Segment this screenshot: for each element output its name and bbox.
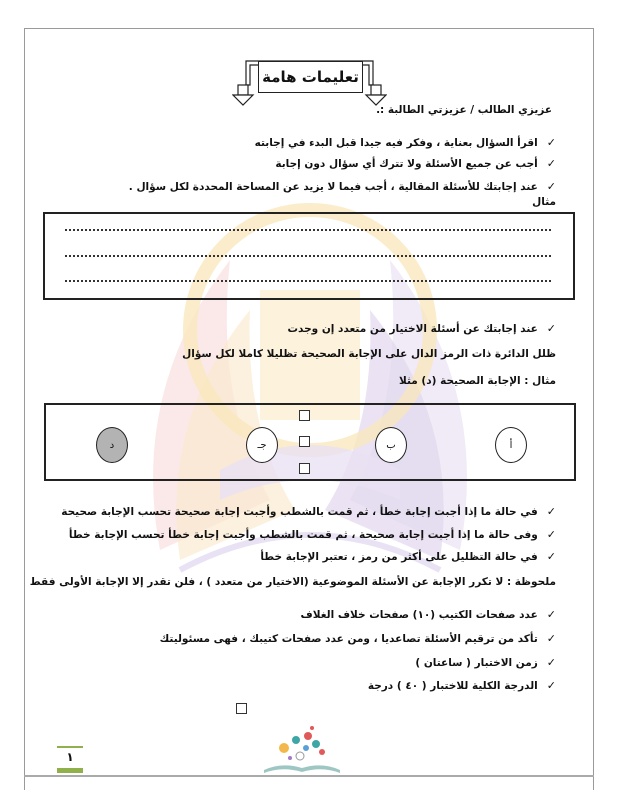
essay-answer-box[interactable]: [43, 212, 575, 300]
instruction-item: ✓اقرأ السؤال بعناية ، وفكر فيه جيدا قبل البدء في إجابته: [254, 136, 556, 149]
mcq-instruction: ✓عند إجابتك عن أسئلة الاختيار من متعدد إن وجدت: [287, 322, 556, 335]
final-instruction-item: ✓الدرجة الكلية للاختبار ( ٤٠ ) درجة: [367, 679, 556, 692]
check-icon: ✓: [546, 136, 556, 149]
greeting: عزيزي الطالب / عزيزتي الطالبة :.: [376, 104, 552, 116]
choice-bubble-a[interactable]: أ: [495, 427, 527, 463]
check-icon: ✓: [546, 656, 556, 669]
rule-item: ✓في حالة التظليل على أكثر من رمز ، تعتبر الإجابة خطأ: [260, 550, 556, 563]
choice-bubble-c[interactable]: جـ: [246, 427, 278, 463]
check-icon: ✓: [546, 608, 556, 621]
shade-instruction: ظلل الدائرة ذات الرمز الدال على الإجابة الصحيحة تظليلا كاملا لكل سؤال: [182, 348, 556, 360]
check-icon: ✓: [546, 180, 556, 193]
check-icon: ✓: [546, 322, 556, 335]
checkbox-icon: [299, 436, 310, 447]
check-icon: ✓: [546, 632, 556, 645]
choice-bubble-b[interactable]: ب: [375, 427, 407, 463]
choice-bubble-d-selected[interactable]: د: [96, 427, 128, 463]
check-icon: ✓: [546, 157, 556, 170]
answer-line[interactable]: [65, 229, 551, 231]
rule-item: ✓في حالة ما إذا أجبت إجابة خطأ ، ثم قمت بالشطب وأجبت إجابة صحيحة تحسب الإجابة صحيحة: [61, 505, 556, 518]
answer-line[interactable]: [65, 255, 551, 257]
page-number-bar-top: [57, 746, 83, 748]
book-gears-logo-icon: [262, 722, 342, 774]
page-title: تعليمات هامة: [258, 61, 363, 93]
check-icon: ✓: [546, 505, 556, 518]
check-icon: ✓: [546, 528, 556, 541]
instruction-item: ✓أجب عن جميع الأسئلة ولا تترك أي سؤال دون إجابة: [275, 157, 556, 170]
footer-divider: [24, 775, 594, 777]
choice-example-box: [44, 403, 576, 481]
checkbox-icon: [299, 463, 310, 474]
instruction-item: ✓عند إجابتك للأسئلة المقالية ، أجب فيما لا يزيد عن المساحة المحددة لكل سؤال .: [128, 180, 556, 193]
answer-line[interactable]: [65, 280, 551, 282]
title-banner: [232, 57, 387, 107]
rule-item: ✓وفى حالة ما إذا أجبت إجابة صحيحة ، ثم قمت بالشطب وأجبت إجابة خطأ تحسب الإجابة خطأ: [68, 528, 556, 541]
final-instruction-item: ✓عدد صفحات الكتيب (١٠) صفحات خلاف الغلاف: [300, 608, 556, 621]
mcq-example: مثال : الإجابة الصحيحة (د) مثلا: [399, 375, 556, 387]
note: ملحوظة : لا تكرر الإجابة عن الأسئلة الموضوعية (الاختيار من متعدد ) ، فلن تقدر إلا الإجابة الأولى فقط: [29, 576, 556, 588]
final-instruction-item: ✓تأكد من ترقيم الأسئلة تصاعديا ، ومن عدد صفحات كتيبك ، فهى مسئوليتك: [159, 632, 556, 645]
final-instruction-item: ✓زمن الاختبار ( ساعتان ): [415, 656, 556, 669]
check-icon: ✓: [546, 679, 556, 692]
check-icon: ✓: [546, 550, 556, 563]
page-number-bar-bottom: [57, 768, 83, 773]
checkbox-icon: [236, 703, 247, 714]
example-label: مثال: [532, 196, 556, 208]
checkbox-icon: [299, 410, 310, 421]
page-number: ١: [66, 750, 74, 764]
